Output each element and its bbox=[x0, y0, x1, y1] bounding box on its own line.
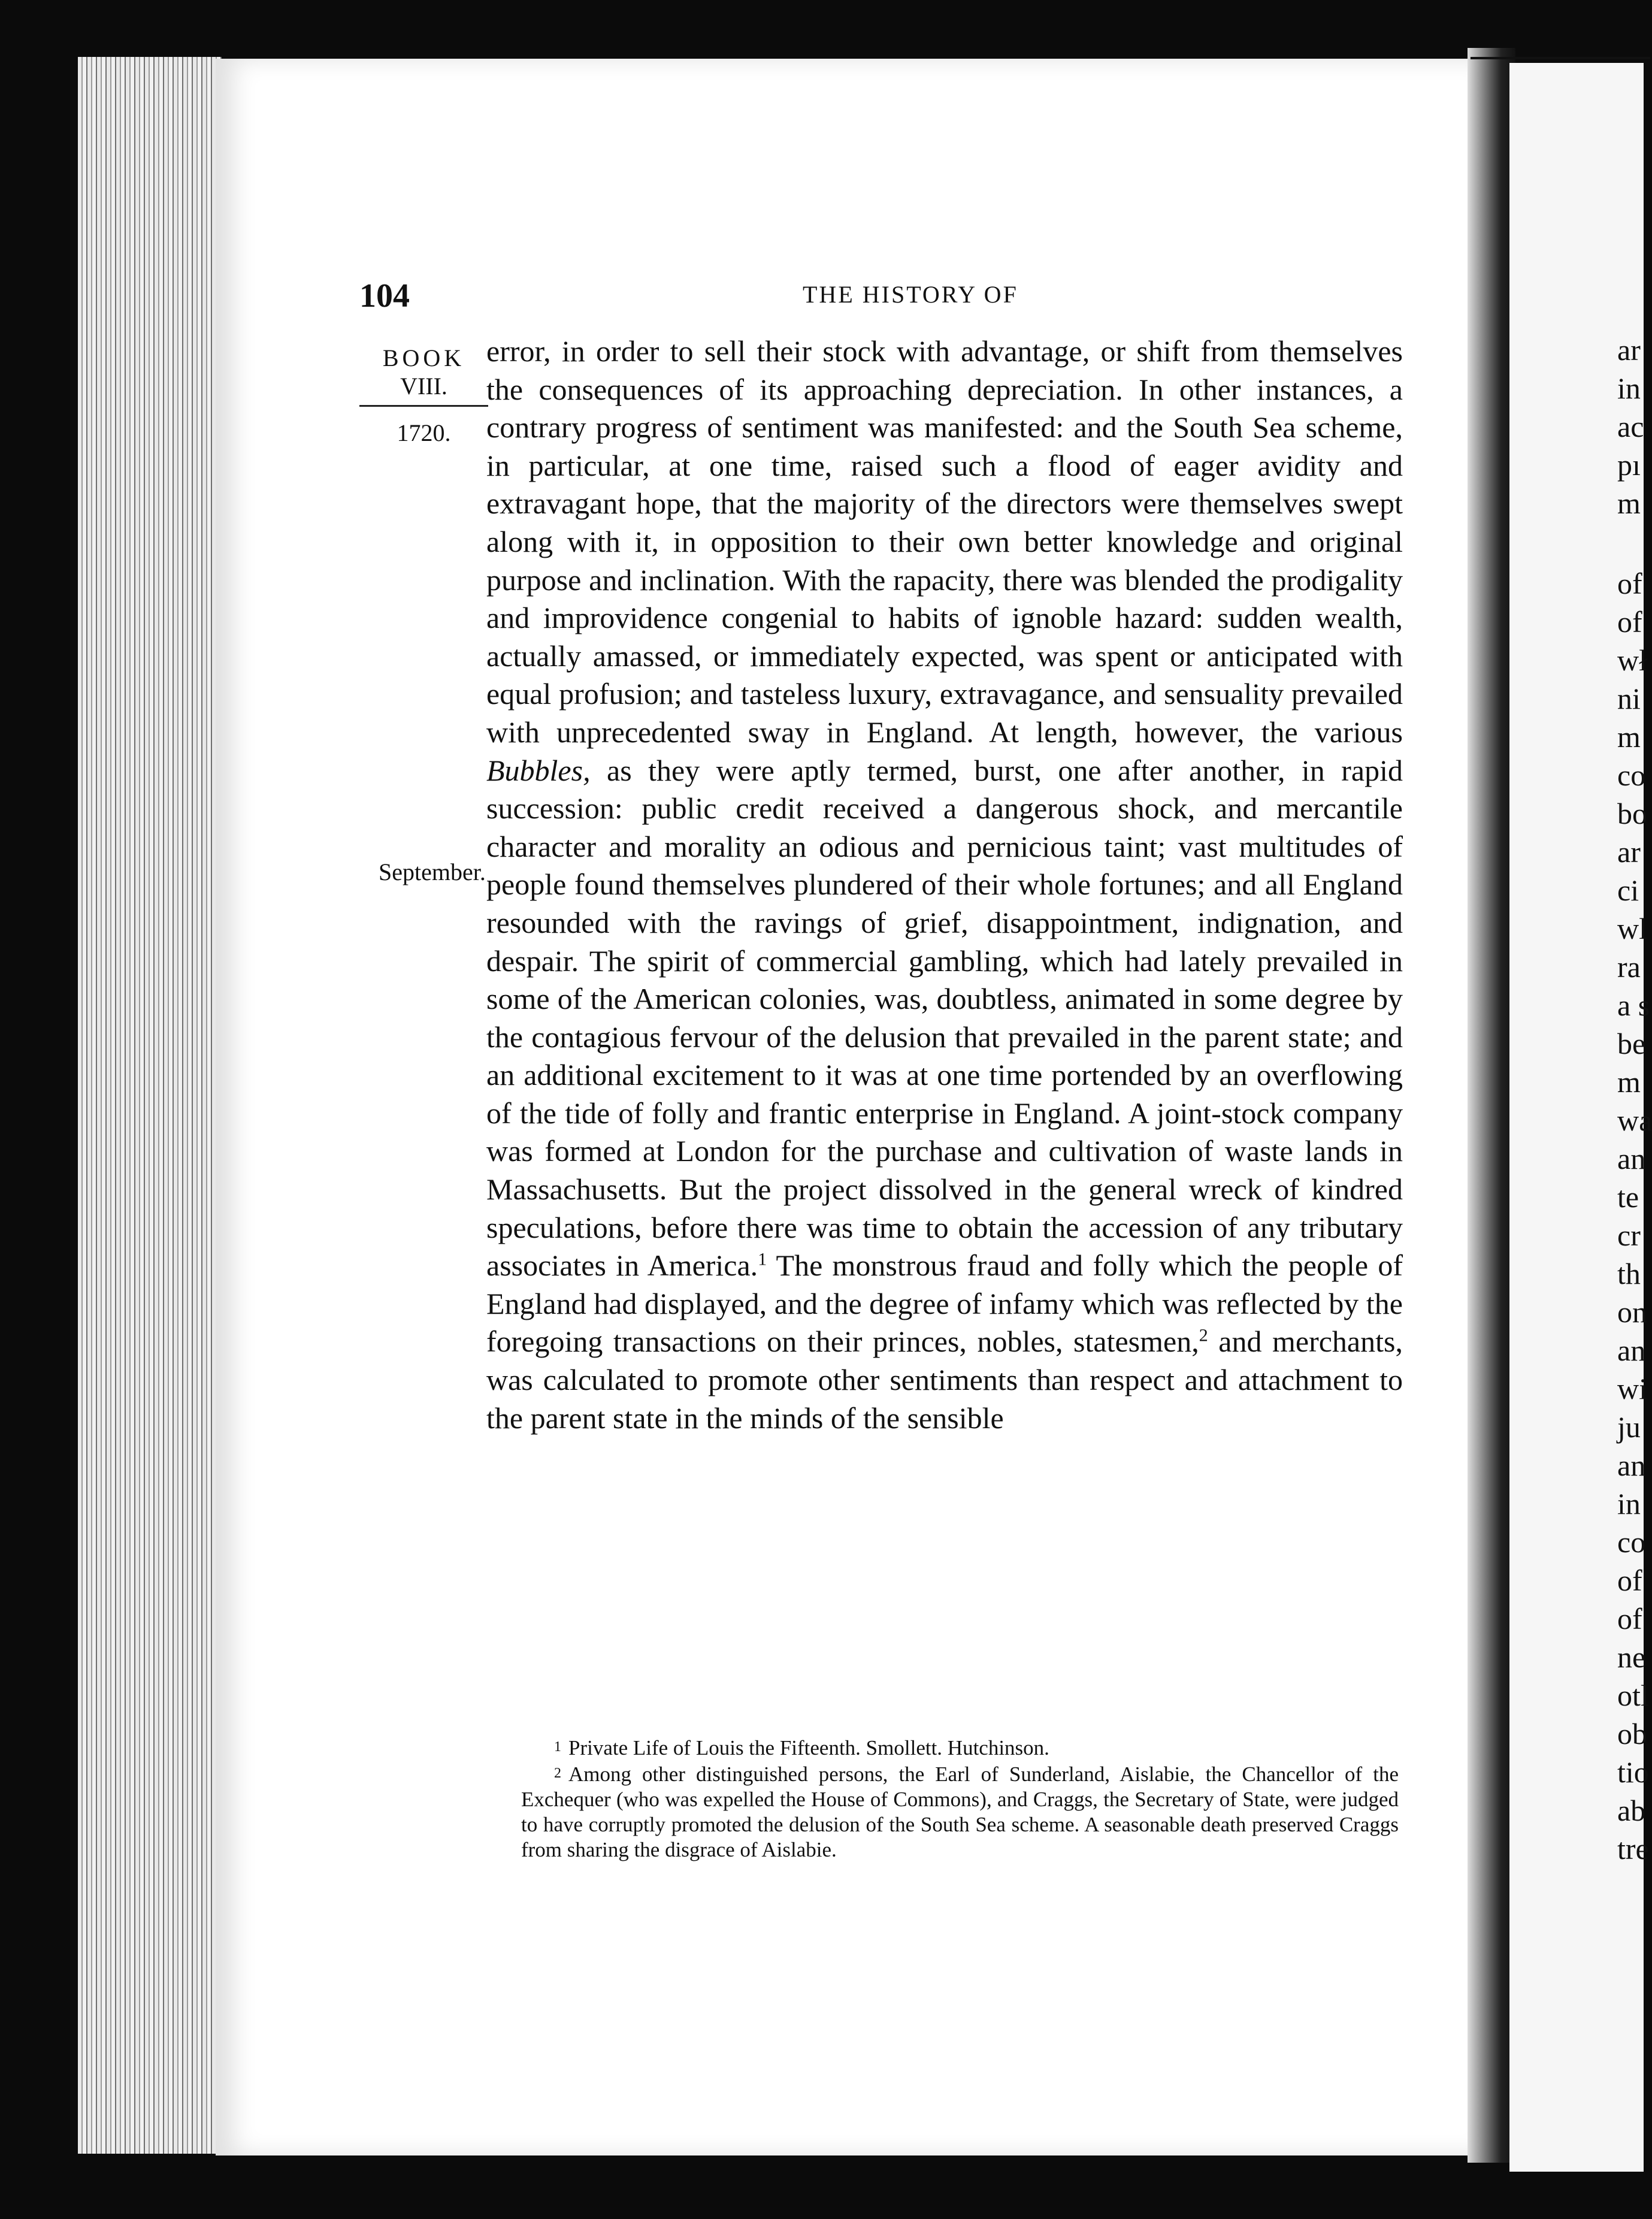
right-page-fragment: of bbox=[1617, 605, 1642, 639]
right-page-fragment: te bbox=[1617, 1180, 1639, 1214]
right-page-fragment: m bbox=[1617, 1065, 1641, 1099]
right-page-fragment: ar bbox=[1617, 333, 1641, 367]
right-page-fragment: co bbox=[1617, 758, 1646, 792]
right-page-fragment: co bbox=[1617, 1525, 1646, 1559]
right-page-fragment: pı bbox=[1617, 448, 1641, 482]
right-page-fragment: an bbox=[1617, 1449, 1646, 1482]
footnote-text: Among other distinguished persons, the Earl of Sunderland, Aislabie, the Chancellor of the Exchequer (who was expelled the House of Commons), and Craggs, the Secretary of State, were judged to have corruptly promoted the delusion of the South Sea scheme. A seasonable death preserved Craggs from sharing the disgrace of Aislabie. bbox=[521, 1762, 1399, 1861]
right-page-fragment: ni bbox=[1617, 682, 1641, 715]
right-page-fragment: ci bbox=[1617, 873, 1639, 907]
right-page-fragment: wł bbox=[1617, 643, 1647, 677]
right-page-fragment: on bbox=[1617, 1295, 1647, 1329]
footnote-reference: 1 bbox=[758, 1249, 767, 1269]
page-number: 104 bbox=[359, 277, 410, 315]
footnote-mark: 1 bbox=[554, 1739, 561, 1755]
right-page-fragment: be bbox=[1617, 1027, 1646, 1060]
body-italic-term: Bubbles, bbox=[486, 753, 591, 787]
page-header bbox=[359, 277, 1396, 325]
body-text-part: and merchants, was calculated to promote other sentiments than respect and attachment to the parent state in the minds of the sensible bbox=[486, 1325, 1403, 1435]
right-page-fragment: an bbox=[1617, 1142, 1646, 1175]
margin-notes bbox=[359, 344, 488, 447]
footnote-mark: 2 bbox=[554, 1765, 561, 1781]
right-page-fragment: wa bbox=[1617, 1104, 1652, 1137]
margin-year: 1720. bbox=[397, 419, 451, 446]
right-page-fragment: m bbox=[1617, 720, 1641, 754]
right-page-top-edge bbox=[1471, 57, 1650, 59]
margin-book-label: BOOK bbox=[382, 344, 465, 371]
footnote bbox=[521, 1734, 1399, 1761]
right-page-fragment: of bbox=[1617, 567, 1642, 600]
footnote bbox=[521, 1761, 1399, 1863]
footnotes bbox=[521, 1734, 1399, 1863]
right-page-fragment: of bbox=[1617, 1564, 1642, 1597]
right-page-fragment: tio bbox=[1617, 1755, 1649, 1789]
right-page-fragment: th bbox=[1617, 1257, 1641, 1290]
right-page-fragment: in bbox=[1617, 371, 1641, 405]
right-page-fragment: ne bbox=[1617, 1640, 1646, 1674]
book-gutter bbox=[1468, 48, 1515, 2163]
footnote-text: Private Life of Louis the Fifteenth. Smollett. Hutchinson. bbox=[568, 1736, 1049, 1760]
right-page-fragment: wi bbox=[1617, 1372, 1647, 1405]
right-page-fragment: cr bbox=[1617, 1219, 1641, 1252]
right-page-fragment: ab bbox=[1617, 1794, 1646, 1827]
right-page-fragment: in bbox=[1617, 1487, 1641, 1520]
right-page-fragment: ac bbox=[1617, 410, 1644, 443]
right-page-fragment: a s bbox=[1617, 988, 1650, 1022]
right-page-fragment: ob bbox=[1617, 1717, 1647, 1751]
right-page-fragment: m bbox=[1617, 486, 1641, 520]
body-text-part: The monstrous fraud and folly which the people of England had displayed, and the degree of infamy which was reflected by the foregoing transactions on their princes, nobles, statesmen, bbox=[486, 1248, 1403, 1359]
right-page-fragment: wl bbox=[1617, 912, 1647, 945]
body-text-part: error, in order to sell their stock with advantage, or shift from themselves the consequences of its approaching depreciation. In other instances, a contrary progress of sentiment was manifested: and the South Sea scheme, in particular, at one time, raised such a flood of eager avidity and extravagant hope, that the majority of the directors were themselves swept along with it, in opposition to their own better knowledge and original purpose and inclination. With the rapacity, there was blended the prodigality and improvidence congenial to habits of ignoble hazard: sudden wealth, actually amassed, or immediately expected, was spent or anticipated with equal profusion; and tasteless luxury, extravagance, and sensuality prevailed with unprecedented sway in England. At length, however, the various bbox=[486, 334, 1403, 749]
body-text-part: as they were aptly termed, burst, one after another, in rapid succession: public credit received a dangerous shock, and mercantile character and morality an odious and pernicious taint; vast multitudes of people found themselves plundered of their whole fortunes; and all England resounded with the ravings of grief, disappointment, indignation, and despair. The spirit of commercial gambling, which had lately prevailed in some of the American colonies, was, doubtless, animated in some degree by the contagious fervour of the delusion that prevailed in the parent state; and an additional excitement to it was at one time portended by an overflowing of the tide of folly and frantic enterprise in England. A joint-stock company was formed at London for the purchase and cultivation of waste lands in Massachusetts. But the project dissolved in the general wreck of kindred speculations, before there was time to obtain the accession of any tributary associates in America. bbox=[486, 753, 1403, 1283]
right-page-fragment: of bbox=[1617, 1602, 1642, 1635]
right-page-fragment: otl bbox=[1617, 1679, 1649, 1712]
body-paragraph bbox=[486, 332, 1403, 1437]
right-page-fragment: an bbox=[1617, 1334, 1646, 1367]
footnote-reference: 2 bbox=[1199, 1325, 1208, 1346]
right-page-fragment: tre bbox=[1617, 1832, 1649, 1866]
running-head: THE HISTORY OF bbox=[803, 281, 1018, 308]
margin-month: September. bbox=[379, 858, 486, 885]
right-page-fragment: ra bbox=[1617, 950, 1641, 984]
book-page-edges bbox=[78, 57, 222, 2154]
right-page-fragment: ar bbox=[1617, 835, 1641, 869]
right-page-fragment: bo bbox=[1617, 797, 1647, 830]
margin-book-number: VIII. bbox=[359, 372, 488, 407]
right-page-fragment: ju bbox=[1617, 1410, 1641, 1444]
